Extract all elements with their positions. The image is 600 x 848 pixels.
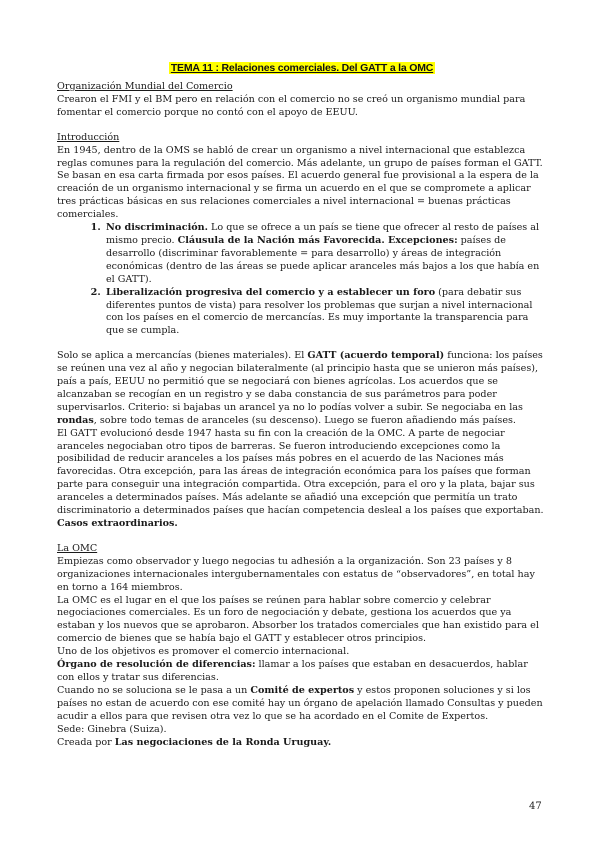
la-omc-paragraph-7: Creada por Las negociaciones de la Ronda Uruguay. (57, 736, 332, 748)
intro-heading: Introducción (57, 131, 120, 143)
page-title: TEMA 11 : Relaciones comerciales. Del GATT a la OMC (170, 62, 434, 74)
la-omc-paragraph-6: Sede: Ginebra (Suiza). (57, 723, 167, 735)
la-omc-paragraph-3: Uno de los objetivos es promover el comercio internacional. (57, 646, 350, 658)
practices-list (57, 222, 547, 338)
page-number: 47 (529, 801, 542, 812)
omc-heading: Organización Mundial del Comercio (57, 81, 233, 92)
la-omc-paragraph-5: Cuando no se soluciona se le pasa a un Comité de expertos y estos proponen soluciones y si los países no estan de acuerdo con ese comité hay un órgano de apelación llamado Consultas y pueden acudir a ellos para que revisen otra vez lo que se ha acordado en el Comite de Expertos. (57, 684, 543, 722)
list-item: 2. Liberalización progresiva del comercio y a establecer un foro (para debatir sus diferentes puntos de vista) para resolver los problemas que surjan a nivel internacional con los países en el comercio de mercancías. Es muy importante la transparencia para que se cumpla. (104, 287, 547, 339)
la-omc-paragraph-4: Órgano de resolución de diferencias: llamar a los países que estaban en desacuerdos, hablar con ellos y tratar sus diferencias. (57, 659, 528, 683)
gatt-paragraph-2: El GATT evolucionó desde 1947 hasta su fin con la creación de la OMC. A parte de negociar aranceles negociaban otro tipos de barreras. Se fueron introduciendo excepciones como la posibilidad de reducir aranceles a los países más pobres en el acuerdo de las Naciones más favorecidas. Otra excepción, para las áreas de integración económica para los países que forman parte para conseguir una integración compartida. Otra excepción, para el oro y la plata, bajar sus aranceles a determinados países. Más adelante se añadió una excepción que permitía un trato discriminatorio a determinados países que hacían competencia desleal a los países que exportaban. Casos extraordinarios. (57, 427, 544, 529)
list-item: 1. No discriminación. Lo que se ofrece a un país se tiene que ofrecer al resto de países al mismo precio. Cláusula de la Nación más Favorecida. Excepciones: países de desarrollo (discriminar favorablemente = para desarrollo) y áreas de integración económicas (dentro de las áreas se puede aplicar aranceles más bajos a los que había en el GATT). (104, 222, 547, 287)
la-omc-paragraph-1: Empiezas como observador y luego negocias tu adhesión a la organización. Son 23 países y 8 organizaciones internacionales intergubernamentales con estatus de “observadores”, en total hay en torno a 164 miembros. (57, 555, 535, 593)
omc-paragraph: Crearon el FMI y el BM pero en relación con el comercio no se creó un organismo mundial para fomentar el comercio porque no contó con el apoyo de EEUU. (57, 93, 526, 118)
la-omc-paragraph-2: La OMC es el lugar en el que los países se reúnen para hablar sobre comercio y celebrar negociaciones comerciales. Es un foro de negociación y debate, gestiona los acuerdos que ya estaban y los nuevos que se aprobaron. Absorber los tratados comerciales que han existido para el comercio de bienes que se había bajo el GATT y establecer otros principios. (57, 594, 539, 645)
intro-paragraph: En 1945, dentro de la OMS se habló de crear un organismo a nivel internacional que establezca reglas comunes para la regulación del comercio. Más adelante, un grupo de países forman el GATT. Se basan en esa carta firmada por esos países. El acuerdo general fue provisional a la espera de la creación de un organismo internacional y se firma un acuerdo en el que se compromete a aplicar tres prácticas básicas en sus relaciones comerciales a nivel internacional = buenas prácticas comerciales. (57, 144, 543, 221)
document-page (57, 56, 547, 749)
gatt-paragraph-1: Solo se aplica a mercancías (bienes materiales). El GATT (acuerdo temporal) funciona: los países se reúnen una vez al año y negocian bilateralmente (al principio hasta que se unieron más países), país a país, EEUU no permitió que se negociará con bienes agrícolas. Los acuerdos que se alcanzaban se recogían en un registro y se daba constancia de sus parámetros para poder supervisarlos. Criterio: si bajabas un arancel ya no lo podías volver a subir. Se negociaba en las rondas, sobre todo temas de aranceles (su descenso). Luego se fueron añadiendo más países. (57, 350, 543, 426)
la-omc-heading: La OMC (57, 542, 98, 554)
title-wrap (57, 56, 547, 75)
